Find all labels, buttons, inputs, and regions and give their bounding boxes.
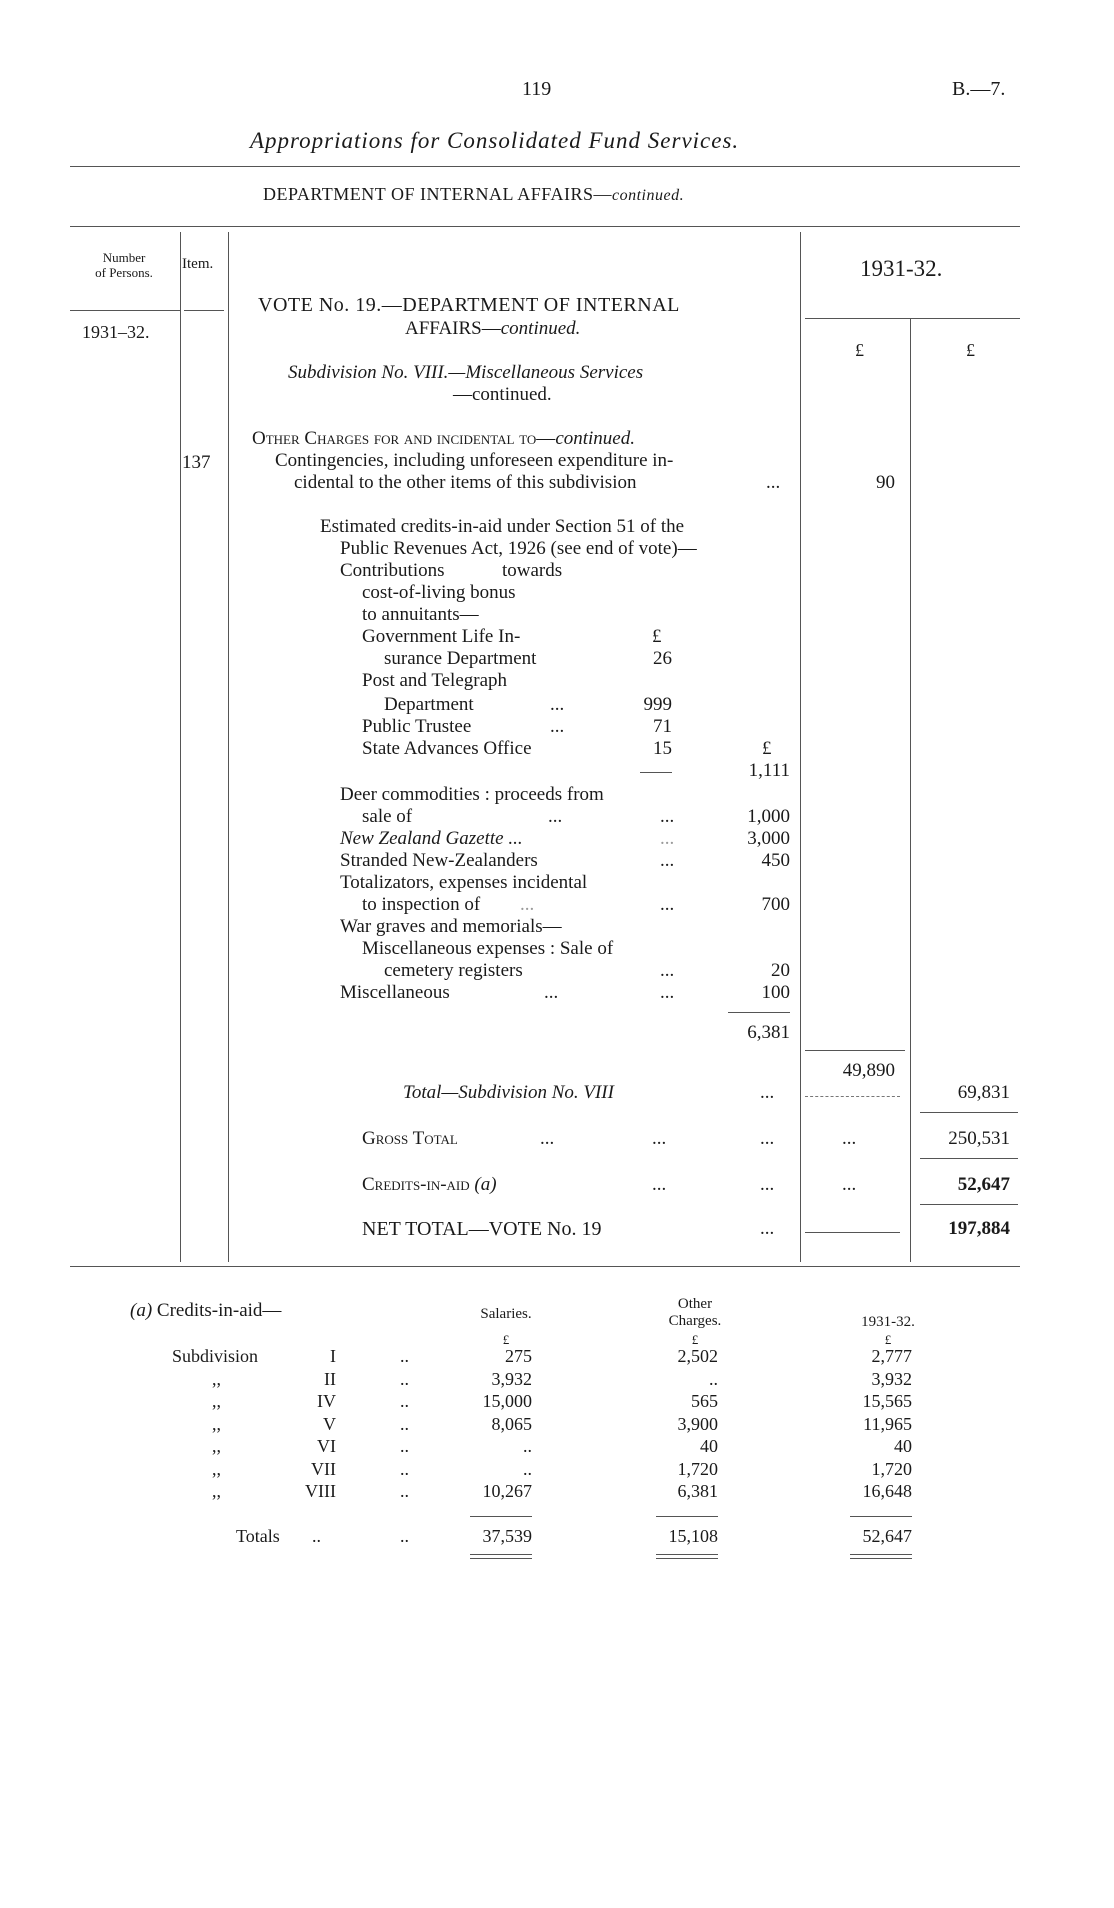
totalizators-leader1: ... bbox=[520, 894, 535, 915]
rule-fn-salaries bbox=[470, 1516, 532, 1517]
rule-gross-bottom bbox=[920, 1158, 1018, 1159]
gross-leader3: ... bbox=[760, 1128, 775, 1149]
totalizators-line2: to inspection of bbox=[362, 894, 481, 915]
page-title: Appropriations for Consolidated Fund Services. bbox=[250, 128, 740, 153]
trustee-label: Public Trustee bbox=[362, 716, 472, 737]
footnote-pound-other: £ bbox=[691, 1332, 699, 1347]
footnote-total-other: 15,108 bbox=[668, 1526, 718, 1546]
rule-fn-year-dbl2 bbox=[850, 1558, 912, 1559]
rule-credits-total bbox=[728, 1012, 790, 1013]
header-number-label: Number bbox=[102, 250, 146, 265]
subdivision-line2: —continued. bbox=[453, 384, 552, 405]
totalizators-line1: Totalizators, expenses incidental bbox=[340, 872, 588, 893]
item-137-line2: cidental to the other items of this subdivision bbox=[294, 472, 637, 493]
rule-subdivision-total bbox=[805, 1096, 900, 1097]
stranded-label: Stranded New-Zealanders bbox=[340, 850, 538, 871]
credits-total: 6,381 bbox=[747, 1022, 790, 1043]
gross-leader4: ... bbox=[842, 1128, 857, 1149]
item-137-leader: ... bbox=[766, 472, 781, 493]
footnote-pound-year: £ bbox=[884, 1332, 892, 1347]
footnote-row-leader: .. bbox=[400, 1391, 409, 1411]
rule-fn-salaries-dbl2 bbox=[470, 1558, 532, 1559]
rule-subtotal bbox=[640, 772, 672, 773]
footnote-row-leader: .. bbox=[400, 1459, 409, 1479]
footnote-row-other: 3,900 bbox=[677, 1414, 718, 1434]
footnote-row-leader: .. bbox=[400, 1414, 409, 1434]
subdivision-total-leader: ... bbox=[760, 1082, 775, 1103]
rule-col-persons bbox=[180, 232, 181, 1262]
deer-leader2: ... bbox=[660, 806, 675, 827]
footnote-row-year: 3,932 bbox=[871, 1369, 912, 1389]
stranded-amount: 450 bbox=[761, 850, 790, 871]
misc-label: Miscellaneous bbox=[340, 982, 450, 1003]
rule-fn-salaries-dbl1 bbox=[470, 1554, 532, 1555]
gross-leader1: ... bbox=[540, 1128, 555, 1149]
footnote-col-year: 1931-32. bbox=[861, 1314, 915, 1330]
other-charges-continued: continued. bbox=[555, 428, 635, 449]
header-year-left: 1931–32. bbox=[82, 322, 150, 342]
footnote-row-year: 11,965 bbox=[863, 1414, 912, 1434]
document-reference: B.—7. bbox=[952, 78, 1006, 100]
item-number-137: 137 bbox=[182, 452, 211, 473]
footnote-row-leader: .. bbox=[400, 1346, 409, 1366]
gli-pound: £ bbox=[652, 626, 662, 647]
footnote-row-subdivision: IV bbox=[317, 1391, 336, 1411]
post-leader: ... bbox=[550, 694, 565, 715]
footnote-total-year: 52,647 bbox=[862, 1526, 912, 1546]
war-graves-line1: War graves and memorials— bbox=[340, 916, 562, 937]
war-graves-leader: ... bbox=[660, 960, 675, 981]
rule-col-description bbox=[800, 232, 801, 1262]
credits-leader2: ... bbox=[760, 1174, 775, 1195]
footnote-ditto-mark: ,, bbox=[212, 1391, 221, 1411]
footnote-row-salaries: 3,932 bbox=[491, 1369, 532, 1389]
credits-leader1: ... bbox=[652, 1174, 667, 1195]
item-137-line1: Contingencies, including unforeseen expenditure in- bbox=[275, 450, 674, 471]
inner-total: 49,890 bbox=[842, 1060, 895, 1081]
vote-title-affairs: AFFAIRS— bbox=[405, 318, 501, 339]
contributions-line3: to annuitants— bbox=[362, 604, 479, 625]
credits-in-aid-total: 52,647 bbox=[957, 1174, 1010, 1195]
footnote-row-subdivision: I bbox=[330, 1346, 336, 1366]
gli-line2: surance Department bbox=[384, 648, 537, 669]
footnote-row-year: 2,777 bbox=[871, 1346, 912, 1366]
rule-inner-total bbox=[805, 1050, 905, 1051]
rule-fn-year-dbl1 bbox=[850, 1554, 912, 1555]
rule-persons-header bbox=[70, 310, 180, 311]
post-amount: 999 bbox=[643, 694, 672, 715]
footnote-row-subdivision: VII bbox=[311, 1459, 336, 1479]
footnote-col-other-line2: Charges. bbox=[668, 1313, 722, 1329]
footnote-ditto-mark: ,, bbox=[212, 1414, 221, 1434]
header-pound-left: £ bbox=[855, 340, 864, 360]
footnote-label bbox=[130, 1300, 281, 1322]
deer-line2: sale of bbox=[362, 806, 413, 827]
footnote-ditto-mark: ,, bbox=[212, 1369, 221, 1389]
credits-in-aid-text: Credits-in-aid bbox=[362, 1174, 470, 1195]
footnote-row-salaries: 15,000 bbox=[482, 1391, 532, 1411]
contributions-line1: Contributions bbox=[340, 560, 445, 581]
footnote-row-year: 1,720 bbox=[871, 1459, 912, 1479]
footnote-row-other: 2,502 bbox=[677, 1346, 718, 1366]
contributions-subtotal: 1,111 bbox=[748, 760, 790, 781]
footnote-row-salaries: .. bbox=[523, 1459, 532, 1479]
credits-in-aid-note: (a) bbox=[474, 1174, 497, 1195]
footnote-row-subdivision: VIII bbox=[305, 1481, 336, 1501]
rule-gross-top bbox=[920, 1112, 1018, 1113]
footnote-row-leader: .. bbox=[400, 1436, 409, 1456]
header-pound-right: £ bbox=[966, 340, 975, 360]
subdivision-total-label: Total—Subdivision No. VIII bbox=[403, 1082, 614, 1103]
footnote-row-subdivision: II bbox=[324, 1369, 336, 1389]
item-137-amount: 90 bbox=[876, 472, 895, 493]
gli-line1: Government Life In- bbox=[362, 626, 521, 647]
footnote-col-other bbox=[650, 1296, 740, 1330]
gazette-leader: ... bbox=[660, 828, 675, 849]
credits-leader3: ... bbox=[842, 1174, 857, 1195]
vote-title-continued: continued. bbox=[500, 318, 581, 339]
totalizators-leader2: ... bbox=[660, 894, 675, 915]
vote-title-line1: VOTE No. 19.—DEPARTMENT OF INTERNAL bbox=[258, 294, 680, 316]
totalizators-amount: 700 bbox=[761, 894, 790, 915]
misc-leader1: ... bbox=[544, 982, 559, 1003]
war-graves-amount: 20 bbox=[771, 960, 790, 981]
department-heading bbox=[263, 184, 684, 205]
subtotal-pound: £ bbox=[762, 738, 772, 759]
misc-amount: 100 bbox=[761, 982, 790, 1003]
contributions-line2: cost-of-living bonus bbox=[362, 582, 516, 603]
gazette-label: New Zealand Gazette ... bbox=[340, 828, 523, 849]
rule-fn-other bbox=[656, 1516, 718, 1517]
rule-net-inner bbox=[805, 1232, 900, 1233]
footnote-row-other: 1,720 bbox=[677, 1459, 718, 1479]
footnote-row-year: 15,565 bbox=[862, 1391, 912, 1411]
war-graves-line2: Miscellaneous expenses : Sale of bbox=[362, 938, 614, 959]
footnote-ditto-mark: ,, bbox=[212, 1481, 221, 1501]
post-line1: Post and Telegraph bbox=[362, 670, 508, 691]
footnote-totals-label: Totals bbox=[236, 1526, 280, 1546]
misc-leader2: ... bbox=[660, 982, 675, 1003]
footnote-row-other: 565 bbox=[691, 1391, 718, 1411]
footnote-row-leader: .. bbox=[400, 1481, 409, 1501]
deer-line1: Deer commodities : proceeds from bbox=[340, 784, 604, 805]
footnote-totals-leader2: .. bbox=[400, 1526, 409, 1546]
net-total-leader: ... bbox=[760, 1218, 775, 1239]
footnote-ditto-mark: ,, bbox=[212, 1436, 221, 1456]
gross-total-label: Gross Total bbox=[362, 1128, 458, 1149]
footnote-title: Credits-in-aid— bbox=[156, 1300, 282, 1321]
gross-leader2: ... bbox=[652, 1128, 667, 1149]
trustee-leader: ... bbox=[550, 716, 565, 737]
footnote-totals-leader1: .. bbox=[312, 1526, 321, 1546]
vote-title-line2 bbox=[405, 318, 580, 340]
footnote-row-subdivision: V bbox=[323, 1414, 336, 1434]
credits-in-aid-label bbox=[362, 1174, 497, 1196]
state-advances-label: State Advances Office bbox=[362, 738, 532, 759]
department-heading-main: DEPARTMENT OF INTERNAL AFFAIRS— bbox=[263, 184, 612, 204]
footnote-row-year: 40 bbox=[894, 1436, 912, 1456]
rule-item-header bbox=[184, 310, 224, 311]
footnote-row-subdivision: VI bbox=[317, 1436, 336, 1456]
footnote-col-other-line1: Other bbox=[677, 1296, 713, 1312]
footnote-row-salaries: 10,267 bbox=[482, 1481, 532, 1501]
rule-table-bottom bbox=[70, 1266, 1020, 1267]
footnote-row-other: .. bbox=[709, 1369, 718, 1389]
footnote-row-leader: .. bbox=[400, 1369, 409, 1389]
subdivision-total: 69,831 bbox=[957, 1082, 1010, 1103]
footnote-marker: (a) bbox=[130, 1300, 153, 1321]
stranded-leader: ... bbox=[660, 850, 675, 871]
footnote-col-salaries: Salaries. bbox=[480, 1306, 532, 1322]
other-charges-heading bbox=[252, 428, 635, 450]
contributions-line1b: towards bbox=[502, 560, 563, 581]
gross-total: 250,531 bbox=[948, 1128, 1010, 1149]
rule-year-header bbox=[805, 318, 1020, 319]
rule-top bbox=[70, 166, 1020, 167]
credits-intro-line2: Public Revenues Act, 1926 (see end of vote)— bbox=[340, 538, 697, 559]
header-item: Item. bbox=[182, 256, 214, 272]
footnote-ditto-mark: ,, bbox=[212, 1459, 221, 1479]
rule-fn-year bbox=[850, 1516, 912, 1517]
footnote-row-salaries: 8,065 bbox=[491, 1414, 532, 1434]
net-total: 197,884 bbox=[948, 1218, 1010, 1239]
deer-leader1: ... bbox=[548, 806, 563, 827]
rule-fn-other-dbl1 bbox=[656, 1554, 718, 1555]
deer-amount: 1,000 bbox=[747, 806, 790, 827]
footnote-row-other: 40 bbox=[700, 1436, 718, 1456]
footnote-row-other: 6,381 bbox=[677, 1481, 718, 1501]
footnote-subdivision-word: Subdivision bbox=[172, 1346, 259, 1366]
war-graves-line3: cemetery registers bbox=[384, 960, 523, 981]
header-number-of-persons bbox=[72, 250, 176, 280]
other-charges-label: Other Charges for and incidental to— bbox=[252, 428, 556, 449]
net-total-label: NET TOTAL—VOTE No. 19 bbox=[362, 1218, 602, 1240]
rule-net-top bbox=[920, 1204, 1018, 1205]
subdivision-line1: Subdivision No. VIII.—Miscellaneous Services bbox=[288, 362, 644, 383]
header-year-right: 1931-32. bbox=[860, 256, 943, 281]
footnote-row-salaries: .. bbox=[523, 1436, 532, 1456]
gazette-amount: 3,000 bbox=[747, 828, 790, 849]
header-persons-label: of Persons. bbox=[95, 265, 153, 280]
footnote-pound-salaries: £ bbox=[502, 1332, 510, 1347]
credits-intro-line1: Estimated credits-in-aid under Section 51 of the bbox=[320, 516, 685, 537]
footnote-total-salaries: 37,539 bbox=[482, 1526, 532, 1546]
rule-table-top bbox=[70, 226, 1020, 227]
rule-fn-other-dbl2 bbox=[656, 1558, 718, 1559]
page-number: 119 bbox=[522, 78, 552, 100]
footnote-row-salaries: 275 bbox=[505, 1346, 532, 1366]
department-heading-continued: continued. bbox=[611, 187, 685, 204]
state-advances-amount: 15 bbox=[653, 738, 672, 759]
rule-col-amount bbox=[910, 318, 911, 1262]
post-line2: Department bbox=[384, 694, 474, 715]
trustee-amount: 71 bbox=[653, 716, 672, 737]
rule-col-item bbox=[228, 232, 229, 1262]
footnote-row-year: 16,648 bbox=[862, 1481, 912, 1501]
gli-amount: 26 bbox=[653, 648, 672, 669]
